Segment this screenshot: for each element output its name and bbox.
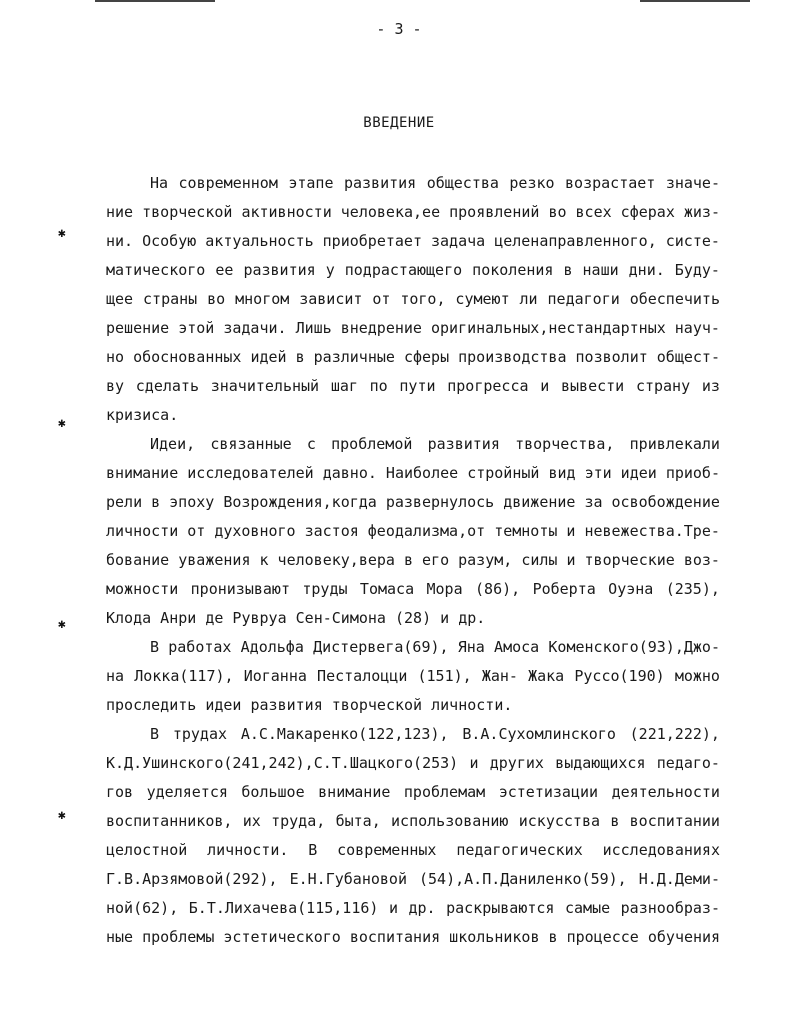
text-line: можности пронизывают труды Томаса Мора (86), Роберта Оуэна (235),	[106, 580, 720, 598]
text-line: кризиса.	[106, 406, 179, 424]
text-line: гов уделяется большое внимание проблемам эстетизации деятельности	[106, 783, 720, 801]
text-line: На современном этапе развития общества резко возрастает значе-	[150, 174, 720, 192]
text-line: ной(62), Б.Т.Лихачева(115,116) и др. раскрываются самые разнообраз-	[106, 899, 720, 917]
margin-mark: ✱	[58, 226, 66, 241]
body-text	[106, 169, 720, 952]
text-line: Клода Анри де Рувруа Сен-Симона (28) и др.	[106, 609, 486, 627]
text-line: Г.В.Арзямовой(292), Е.Н.Губановой (54),А.П.Даниленко(59), Н.Д.Деми-	[106, 870, 720, 888]
text-line: матического ее развития у подрастающего поколения в наши дни. Буду-	[106, 261, 720, 279]
text-line: проследить идеи развития творческой личности.	[106, 696, 513, 714]
text-line: В работах Адольфа Дистервега(69), Яна Амоса Коменского(93),Джо-	[150, 638, 720, 656]
text-line: но обоснованных идей в различные сферы производства позволит общест-	[106, 348, 720, 366]
margin-mark: ✱	[58, 416, 66, 431]
text-line: на Локка(117), Иоганна Песталоцци (151), Жан- Жака Руссо(190) можно	[106, 667, 720, 685]
text-line: целостной личности. В современных педагогических исследованиях	[106, 841, 720, 859]
text-line: бование уважения к человеку,вера в его разум, силы и творческие воз-	[106, 551, 720, 569]
text-line: внимание исследователей давно. Наиболее стройный вид эти идеи приоб-	[106, 464, 720, 482]
text-line: В трудах А.С.Макаренко(122,123), В.А.Сухомлинского (221,222),	[150, 725, 720, 743]
text-line: ние творческой активности человека,ее проявлений во всех сферах жиз-	[106, 203, 720, 221]
text-line: щее страны во многом зависит от того, сумеют ли педагоги обеспечить	[106, 290, 720, 308]
section-heading: ВВЕДЕНИЕ	[363, 115, 435, 131]
text-line: воспитанников, их труда, быта, использованию искусства в воспитании	[106, 812, 720, 830]
text-line: Идеи, связанные с проблемой развития творчества, привлекали	[150, 435, 720, 453]
text-line: решение этой задачи. Лишь внедрение оригинальных,нестандартных науч-	[106, 319, 720, 337]
text-line: К.Д.Ушинского(241,242),С.Т.Шацкого(253) и других выдающихся педаго-	[106, 754, 720, 772]
text-line: рели в эпоху Возрождения,когда развернулось движение за освобождение	[106, 493, 720, 511]
text-line: ни. Особую актуальность приобретает задача целенаправленного, систе-	[106, 232, 720, 250]
page-number: - 3 -	[376, 20, 422, 38]
text-line: ву сделать значительный шаг по пути прогресса и вывести страну из	[106, 377, 720, 395]
top-rule-right	[640, 0, 750, 2]
margin-mark: ✱	[58, 617, 66, 632]
text-line: ные проблемы эстетического воспитания школьников в процессе обучения	[106, 928, 721, 946]
top-rule-left	[95, 0, 215, 2]
margin-mark: ✱	[58, 808, 66, 823]
text-line: личности от духовного застоя феодализма,от темноты и невежества.Тре-	[106, 522, 720, 540]
